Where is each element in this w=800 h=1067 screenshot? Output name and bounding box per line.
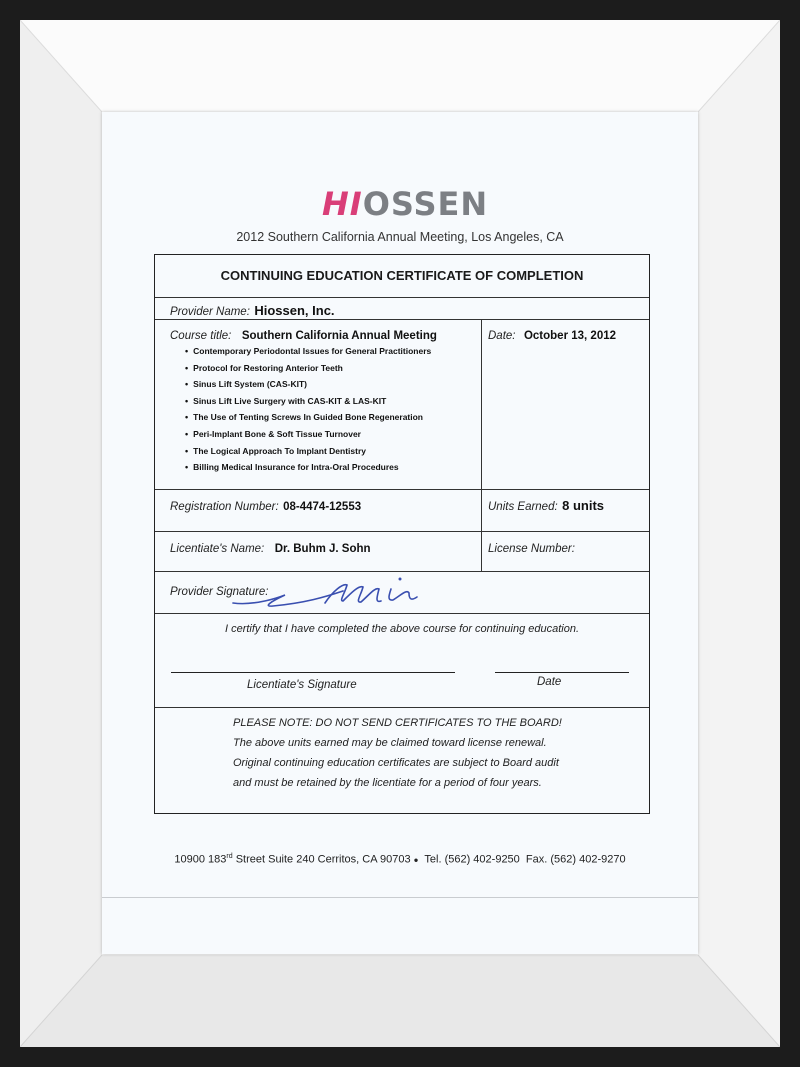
date-signature-line (495, 672, 629, 673)
divider (155, 489, 649, 490)
note-line: The above units earned may be claimed toward license renewal. (233, 737, 547, 749)
date-value: October 13, 2012 (523, 330, 617, 342)
meeting-subtitle: 2012 Southern California Annual Meeting, Los Angeles, CA (236, 230, 564, 244)
divider (155, 531, 649, 532)
provider-name-label: Provider Name: (170, 306, 250, 318)
date-label: Date: (488, 330, 516, 342)
address-ordinal: rd (226, 853, 233, 860)
provider-signature-label: Provider Signature: (170, 586, 269, 598)
registration-field (170, 497, 361, 515)
divider (155, 613, 649, 614)
licentiate-signature-line (171, 672, 455, 673)
note-line: and must be retained by the licentiate for a period of four years. (233, 777, 542, 789)
footer-address (102, 853, 698, 866)
list-item: • Contemporary Periodontal Issues for General Practitioners (185, 343, 431, 360)
licentiate-signature-label: Licentiate's Signature (247, 679, 357, 691)
fax: Fax. (562) 402-9270 (519, 853, 626, 866)
list-item: • Peri-Implant Bone & Soft Tissue Turnover (185, 426, 431, 443)
course-topics-list (185, 343, 431, 476)
list-item: • The Use of Tenting Screws In Guided Bone Regeneration (185, 409, 431, 426)
logo-hi: HI (322, 185, 363, 223)
address-street: 10900 183 (174, 853, 227, 866)
certificate-paper (102, 112, 698, 954)
course-title-value: Southern California Annual Meeting (241, 330, 437, 342)
bullet-icon: ● (413, 855, 419, 865)
units-value: 8 units (562, 498, 605, 513)
column-divider (481, 319, 482, 571)
licentiate-name-value: Dr. Buhm J. Sohn (274, 543, 371, 555)
list-item: • Sinus Lift Live Surgery with CAS-KIT & LAS-KIT (185, 393, 431, 410)
provider-name-value: Hiossen, Inc. (254, 303, 335, 318)
registration-label: Registration Number: (170, 501, 279, 513)
licentiate-name-field (170, 539, 371, 557)
provider-signature-image (225, 573, 455, 613)
divider (155, 571, 649, 572)
divider (155, 297, 649, 298)
address-city: Street Suite 240 Cerritos, CA 90703 (232, 853, 414, 866)
note-line: Original continuing education certificates are subject to Board audit (233, 757, 559, 769)
license-number-field (488, 539, 575, 557)
list-item: • Billing Medical Insurance for Intra-Oral Procedures (185, 459, 431, 476)
list-item: • Protocol for Restoring Anterior Teeth (185, 360, 431, 377)
list-item: • The Logical Approach To Implant Dentistry (185, 443, 431, 460)
licentiate-name-label: Licentiate's Name: (170, 543, 265, 555)
provider-name-field (170, 302, 335, 320)
note-line: PLEASE NOTE: DO NOT SEND CERTIFICATES TO THE BOARD! (233, 717, 562, 729)
units-field (488, 497, 604, 515)
list-item: • Sinus Lift System (CAS-KIT) (185, 376, 431, 393)
license-number-label: License Number: (488, 543, 575, 555)
divider (155, 707, 649, 708)
date-field (488, 326, 616, 344)
course-title-label: Course title: (170, 330, 232, 342)
hiossen-logo (322, 185, 489, 223)
units-label: Units Earned: (488, 501, 558, 513)
logo-ossen: OSSEN (362, 185, 489, 223)
certificate-title: CONTINUING EDUCATION CERTIFICATE OF COMPLETION (220, 268, 584, 283)
telephone: Tel. (562) 402-9250 (418, 853, 520, 866)
course-title-field (170, 326, 437, 344)
paper-fold-line (102, 897, 698, 898)
registration-value: 08-4474-12553 (283, 501, 362, 513)
certificate-form (154, 254, 650, 814)
date-signature-label: Date (537, 676, 562, 688)
certification-statement: I certify that I have completed the above course for continuing education. (224, 623, 580, 635)
